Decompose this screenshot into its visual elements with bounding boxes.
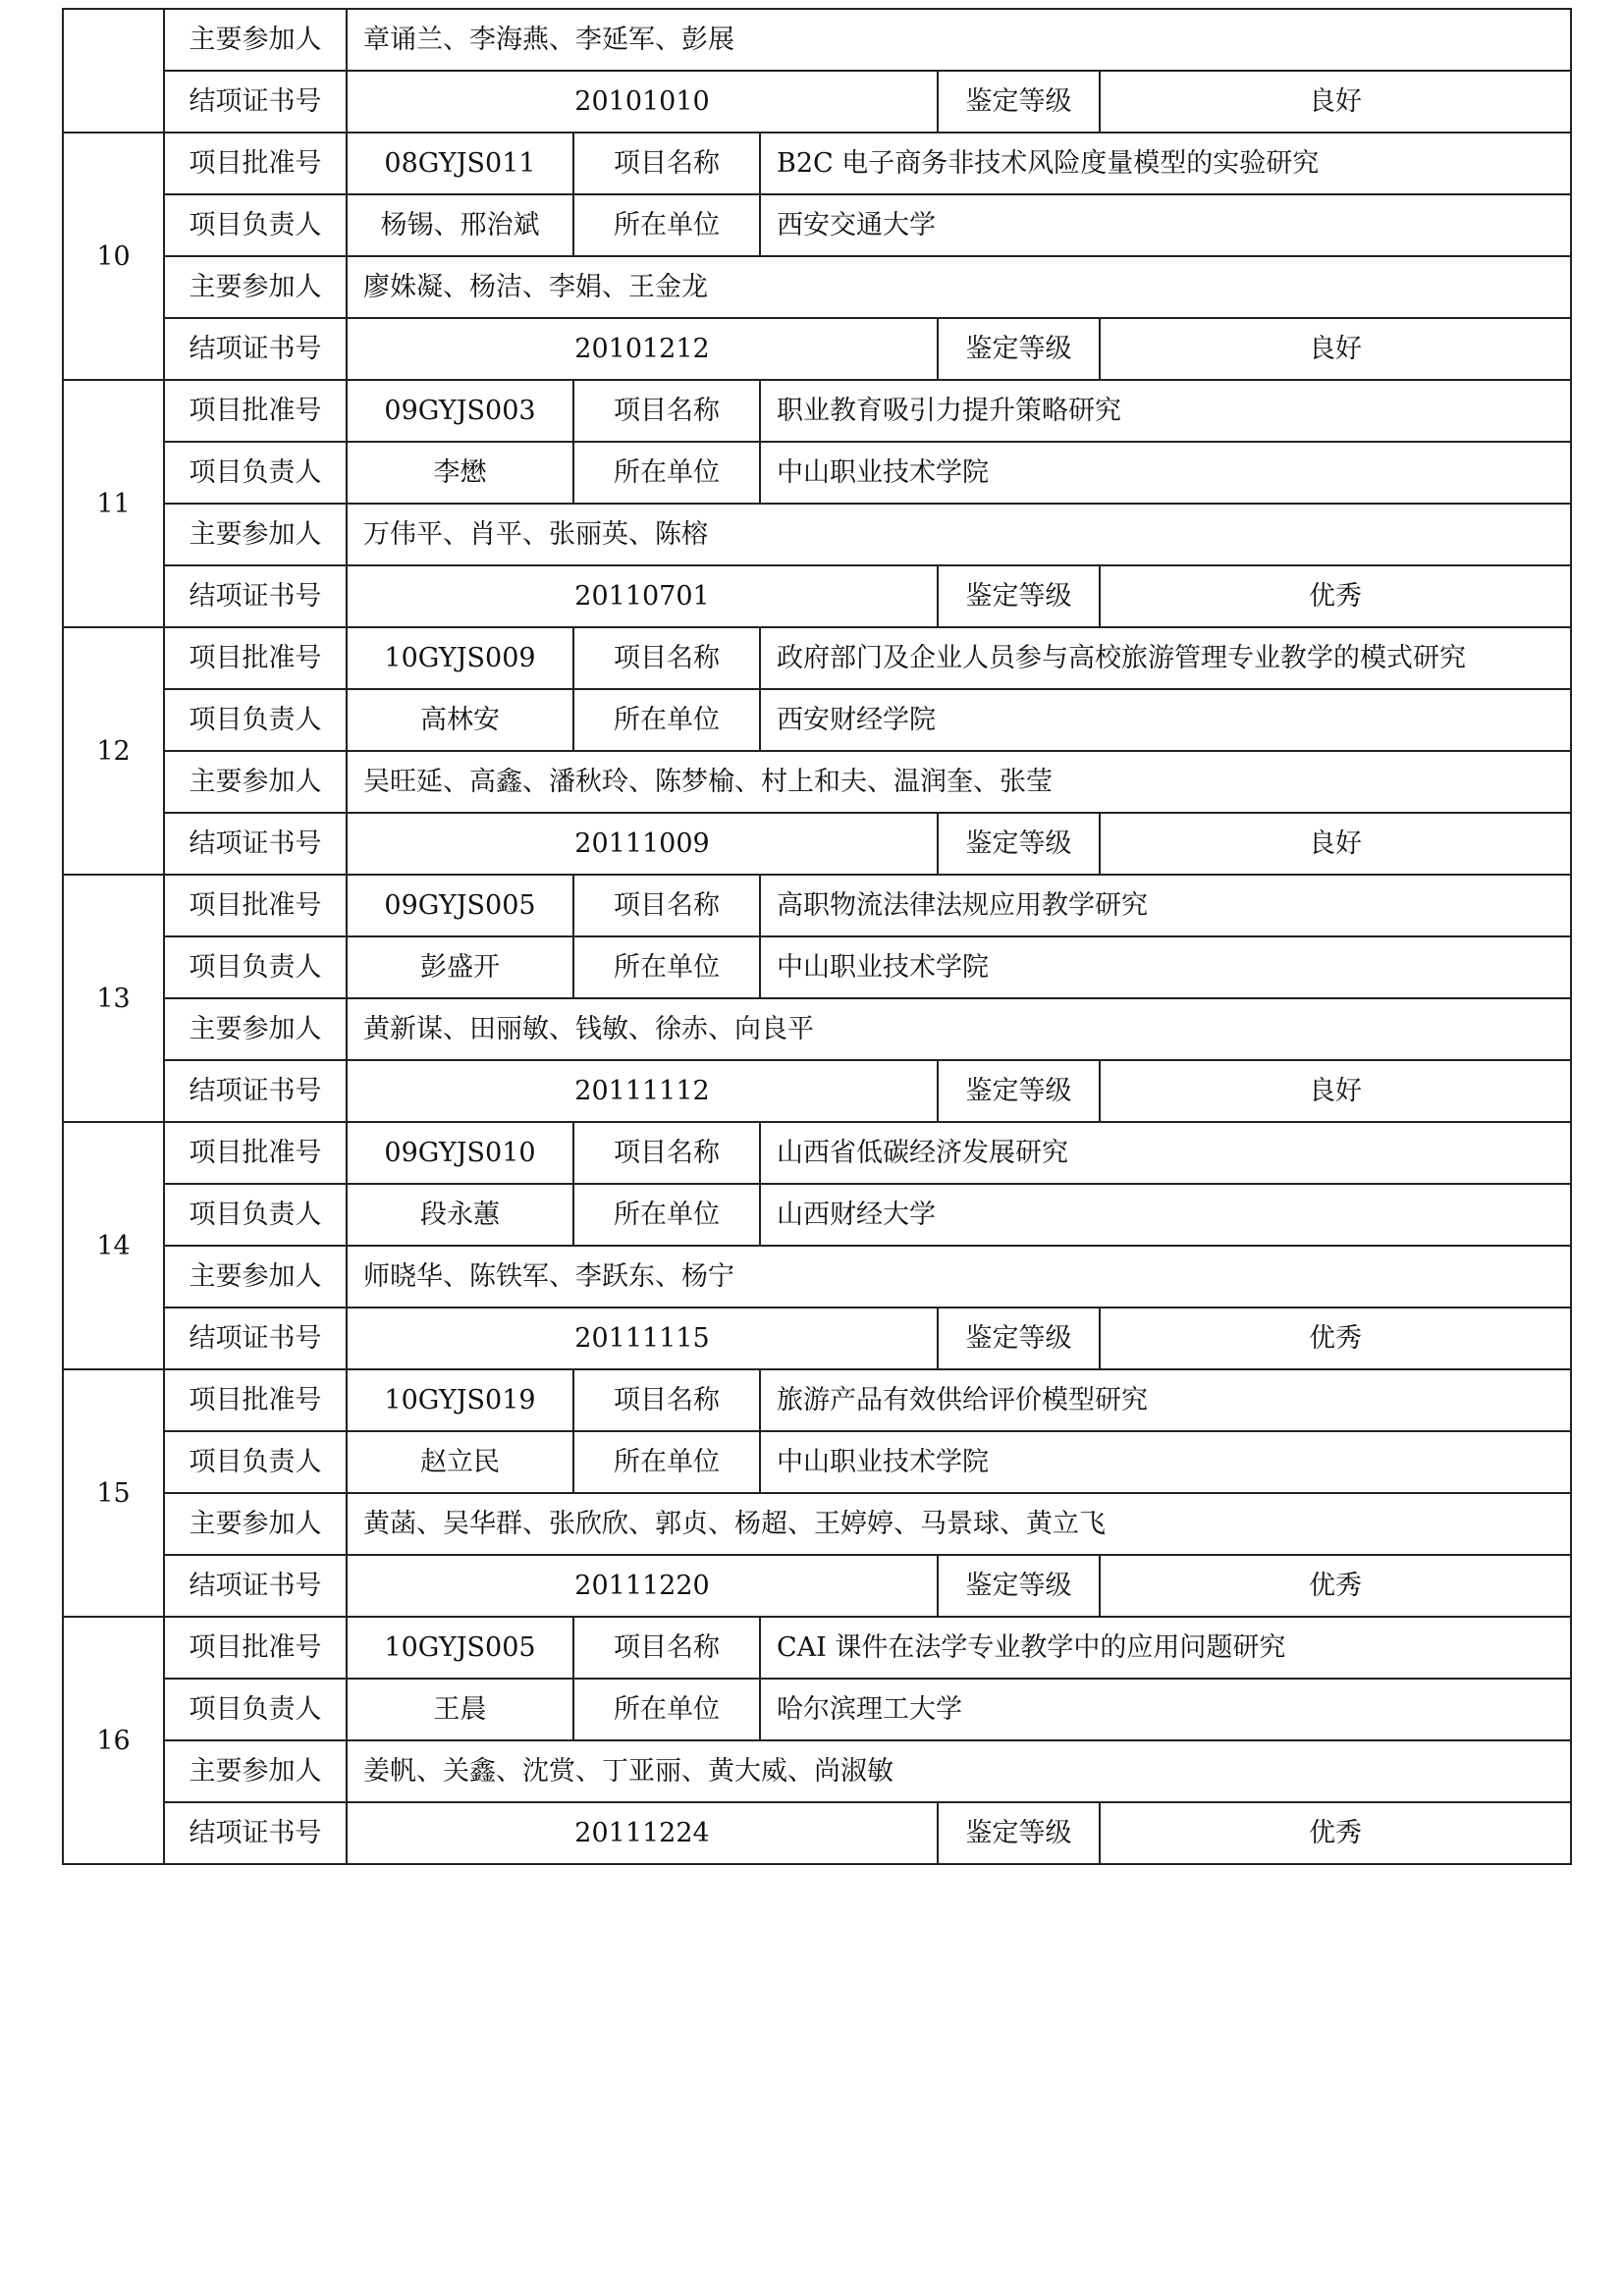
leader-value: 高林安 xyxy=(347,689,573,751)
table-row xyxy=(63,1802,1571,1864)
leader-value: 彭盛开 xyxy=(347,936,573,998)
unit-value: 西安财经学院 xyxy=(760,689,1571,751)
cert-no-value: 20101212 xyxy=(347,318,938,380)
project-number: 12 xyxy=(63,627,164,875)
unit-label: 所在单位 xyxy=(573,689,760,751)
cert-no-value: 20110701 xyxy=(347,565,938,627)
leader-value: 杨锡、邢治斌 xyxy=(347,194,573,256)
unit-label: 所在单位 xyxy=(573,442,760,504)
cert-no-label: 结项证书号 xyxy=(164,1060,347,1122)
table-row xyxy=(63,1555,1571,1617)
grade-value: 优秀 xyxy=(1100,1802,1571,1864)
cert-no-value: 20101010 xyxy=(347,71,938,133)
table-row xyxy=(63,998,1571,1060)
grade-value: 优秀 xyxy=(1100,1308,1571,1369)
participants-value: 师晓华、陈铁军、李跃东、杨宁 xyxy=(347,1246,1571,1308)
grade-label: 鉴定等级 xyxy=(938,1802,1100,1864)
project-name-label: 项目名称 xyxy=(573,1617,760,1679)
project-name-label: 项目名称 xyxy=(573,627,760,689)
approval-no-value: 10GYJS019 xyxy=(347,1369,573,1431)
leader-label: 项目负责人 xyxy=(164,1679,347,1740)
table-row xyxy=(63,1493,1571,1555)
participants-label: 主要参加人 xyxy=(164,998,347,1060)
leader-label: 项目负责人 xyxy=(164,1431,347,1493)
cert-no-value: 20111224 xyxy=(347,1802,938,1864)
participants-label: 主要参加人 xyxy=(164,1246,347,1308)
approval-no-value: 10GYJS009 xyxy=(347,627,573,689)
leader-value: 王晨 xyxy=(347,1679,573,1740)
leader-label: 项目负责人 xyxy=(164,194,347,256)
cert-no-label: 结项证书号 xyxy=(164,1308,347,1369)
project-name-value: 高职物流法律法规应用教学研究 xyxy=(760,875,1571,936)
participants-value: 万伟平、肖平、张丽英、陈榕 xyxy=(347,504,1571,565)
table-row xyxy=(63,1679,1571,1740)
project-name-label: 项目名称 xyxy=(573,1369,760,1431)
project-name-value: 政府部门及企业人员参与高校旅游管理专业教学的模式研究 xyxy=(760,627,1571,689)
table-row xyxy=(63,1184,1571,1246)
approval-no-label: 项目批准号 xyxy=(164,1617,347,1679)
project-number: 14 xyxy=(63,1122,164,1369)
unit-label: 所在单位 xyxy=(573,936,760,998)
unit-value: 哈尔滨理工大学 xyxy=(760,1679,1571,1740)
unit-value: 西安交通大学 xyxy=(760,194,1571,256)
leader-label: 项目负责人 xyxy=(164,1184,347,1246)
table-row xyxy=(63,9,1571,71)
project-name-value: 山西省低碳经济发展研究 xyxy=(760,1122,1571,1184)
cert-no-label: 结项证书号 xyxy=(164,565,347,627)
grade-value: 良好 xyxy=(1100,71,1571,133)
table-row xyxy=(63,1740,1571,1802)
project-name-label: 项目名称 xyxy=(573,133,760,194)
cert-no-value: 20111112 xyxy=(347,1060,938,1122)
project-name-label: 项目名称 xyxy=(573,875,760,936)
grade-label: 鉴定等级 xyxy=(938,318,1100,380)
approval-no-value: 09GYJS003 xyxy=(347,380,573,442)
table-row xyxy=(63,813,1571,875)
unit-label: 所在单位 xyxy=(573,1184,760,1246)
table-row xyxy=(63,442,1571,504)
participants-value: 黄新谋、田丽敏、钱敏、徐赤、向良平 xyxy=(347,998,1571,1060)
table-row xyxy=(63,936,1571,998)
unit-label: 所在单位 xyxy=(573,1679,760,1740)
approval-no-label: 项目批准号 xyxy=(164,627,347,689)
participants-value: 姜帆、关鑫、沈赏、丁亚丽、黄大威、尚淑敏 xyxy=(347,1740,1571,1802)
grade-label: 鉴定等级 xyxy=(938,565,1100,627)
grade-label: 鉴定等级 xyxy=(938,1308,1100,1369)
grade-value: 优秀 xyxy=(1100,565,1571,627)
participants-label: 主要参加人 xyxy=(164,751,347,813)
table-row xyxy=(63,751,1571,813)
table-row xyxy=(63,133,1571,194)
cert-no-label: 结项证书号 xyxy=(164,71,347,133)
project-name-value: 职业教育吸引力提升策略研究 xyxy=(760,380,1571,442)
project-number-cell xyxy=(63,9,164,133)
approval-no-value: 09GYJS010 xyxy=(347,1122,573,1184)
approval-no-label: 项目批准号 xyxy=(164,133,347,194)
table-row xyxy=(63,1431,1571,1493)
table-row xyxy=(63,1369,1571,1431)
approval-no-value: 09GYJS005 xyxy=(347,875,573,936)
project-number: 16 xyxy=(63,1617,164,1864)
participants-value: 黄菡、吴华群、张欣欣、郭贞、杨超、王婷婷、马景球、黄立飞 xyxy=(347,1493,1571,1555)
project-number: 15 xyxy=(63,1369,164,1617)
participants-label: 主要参加人 xyxy=(164,1493,347,1555)
leader-value: 李懋 xyxy=(347,442,573,504)
unit-value: 中山职业技术学院 xyxy=(760,1431,1571,1493)
unit-label: 所在单位 xyxy=(573,194,760,256)
table-row xyxy=(63,627,1571,689)
cert-no-value: 20111220 xyxy=(347,1555,938,1617)
cert-no-label: 结项证书号 xyxy=(164,1555,347,1617)
grade-label: 鉴定等级 xyxy=(938,71,1100,133)
grade-value: 良好 xyxy=(1100,1060,1571,1122)
table-row xyxy=(63,1308,1571,1369)
leader-value: 段永蕙 xyxy=(347,1184,573,1246)
unit-label: 所在单位 xyxy=(573,1431,760,1493)
cert-no-label: 结项证书号 xyxy=(164,1802,347,1864)
approval-no-label: 项目批准号 xyxy=(164,875,347,936)
grade-value: 优秀 xyxy=(1100,1555,1571,1617)
table-row xyxy=(63,875,1571,936)
participants-value: 吴旺延、高鑫、潘秋玲、陈梦榆、村上和夫、温润奎、张莹 xyxy=(347,751,1571,813)
unit-value: 中山职业技术学院 xyxy=(760,936,1571,998)
project-table xyxy=(62,8,1572,1865)
participants-label: 主要参加人 xyxy=(164,256,347,318)
project-name-value: CAI 课件在法学专业教学中的应用问题研究 xyxy=(760,1617,1571,1679)
project-name-value: B2C 电子商务非技术风险度量模型的实验研究 xyxy=(760,133,1571,194)
project-name-label: 项目名称 xyxy=(573,380,760,442)
project-name-value: 旅游产品有效供给评价模型研究 xyxy=(760,1369,1571,1431)
cert-no-value: 20111115 xyxy=(347,1308,938,1369)
cert-no-label: 结项证书号 xyxy=(164,813,347,875)
leader-value: 赵立民 xyxy=(347,1431,573,1493)
approval-no-value: 08GYJS011 xyxy=(347,133,573,194)
grade-label: 鉴定等级 xyxy=(938,813,1100,875)
table-row xyxy=(63,565,1571,627)
participants-label: 主要参加人 xyxy=(164,1740,347,1802)
table-row xyxy=(63,1246,1571,1308)
grade-label: 鉴定等级 xyxy=(938,1555,1100,1617)
cert-no-label: 结项证书号 xyxy=(164,318,347,380)
approval-no-label: 项目批准号 xyxy=(164,1122,347,1184)
table-row xyxy=(63,504,1571,565)
cert-no-value: 20111009 xyxy=(347,813,938,875)
leader-label: 项目负责人 xyxy=(164,689,347,751)
participants-value: 章诵兰、李海燕、李延军、彭展 xyxy=(347,9,1571,71)
approval-no-label: 项目批准号 xyxy=(164,1369,347,1431)
project-number: 11 xyxy=(63,380,164,627)
approval-no-label: 项目批准号 xyxy=(164,380,347,442)
leader-label: 项目负责人 xyxy=(164,442,347,504)
table-row xyxy=(63,1060,1571,1122)
table-row xyxy=(63,1617,1571,1679)
table-row xyxy=(63,380,1571,442)
participants-label: 主要参加人 xyxy=(164,504,347,565)
table-row xyxy=(63,71,1571,133)
approval-no-value: 10GYJS005 xyxy=(347,1617,573,1679)
grade-value: 良好 xyxy=(1100,813,1571,875)
grade-value: 良好 xyxy=(1100,318,1571,380)
grade-label: 鉴定等级 xyxy=(938,1060,1100,1122)
table-row xyxy=(63,256,1571,318)
table-row xyxy=(63,194,1571,256)
table-row xyxy=(63,1122,1571,1184)
participants-label: 主要参加人 xyxy=(164,9,347,71)
project-number: 13 xyxy=(63,875,164,1122)
unit-value: 中山职业技术学院 xyxy=(760,442,1571,504)
table-row xyxy=(63,318,1571,380)
participants-value: 廖姝凝、杨洁、李娟、王金龙 xyxy=(347,256,1571,318)
leader-label: 项目负责人 xyxy=(164,936,347,998)
project-name-label: 项目名称 xyxy=(573,1122,760,1184)
project-number: 10 xyxy=(63,133,164,380)
unit-value: 山西财经大学 xyxy=(760,1184,1571,1246)
table-row xyxy=(63,689,1571,751)
